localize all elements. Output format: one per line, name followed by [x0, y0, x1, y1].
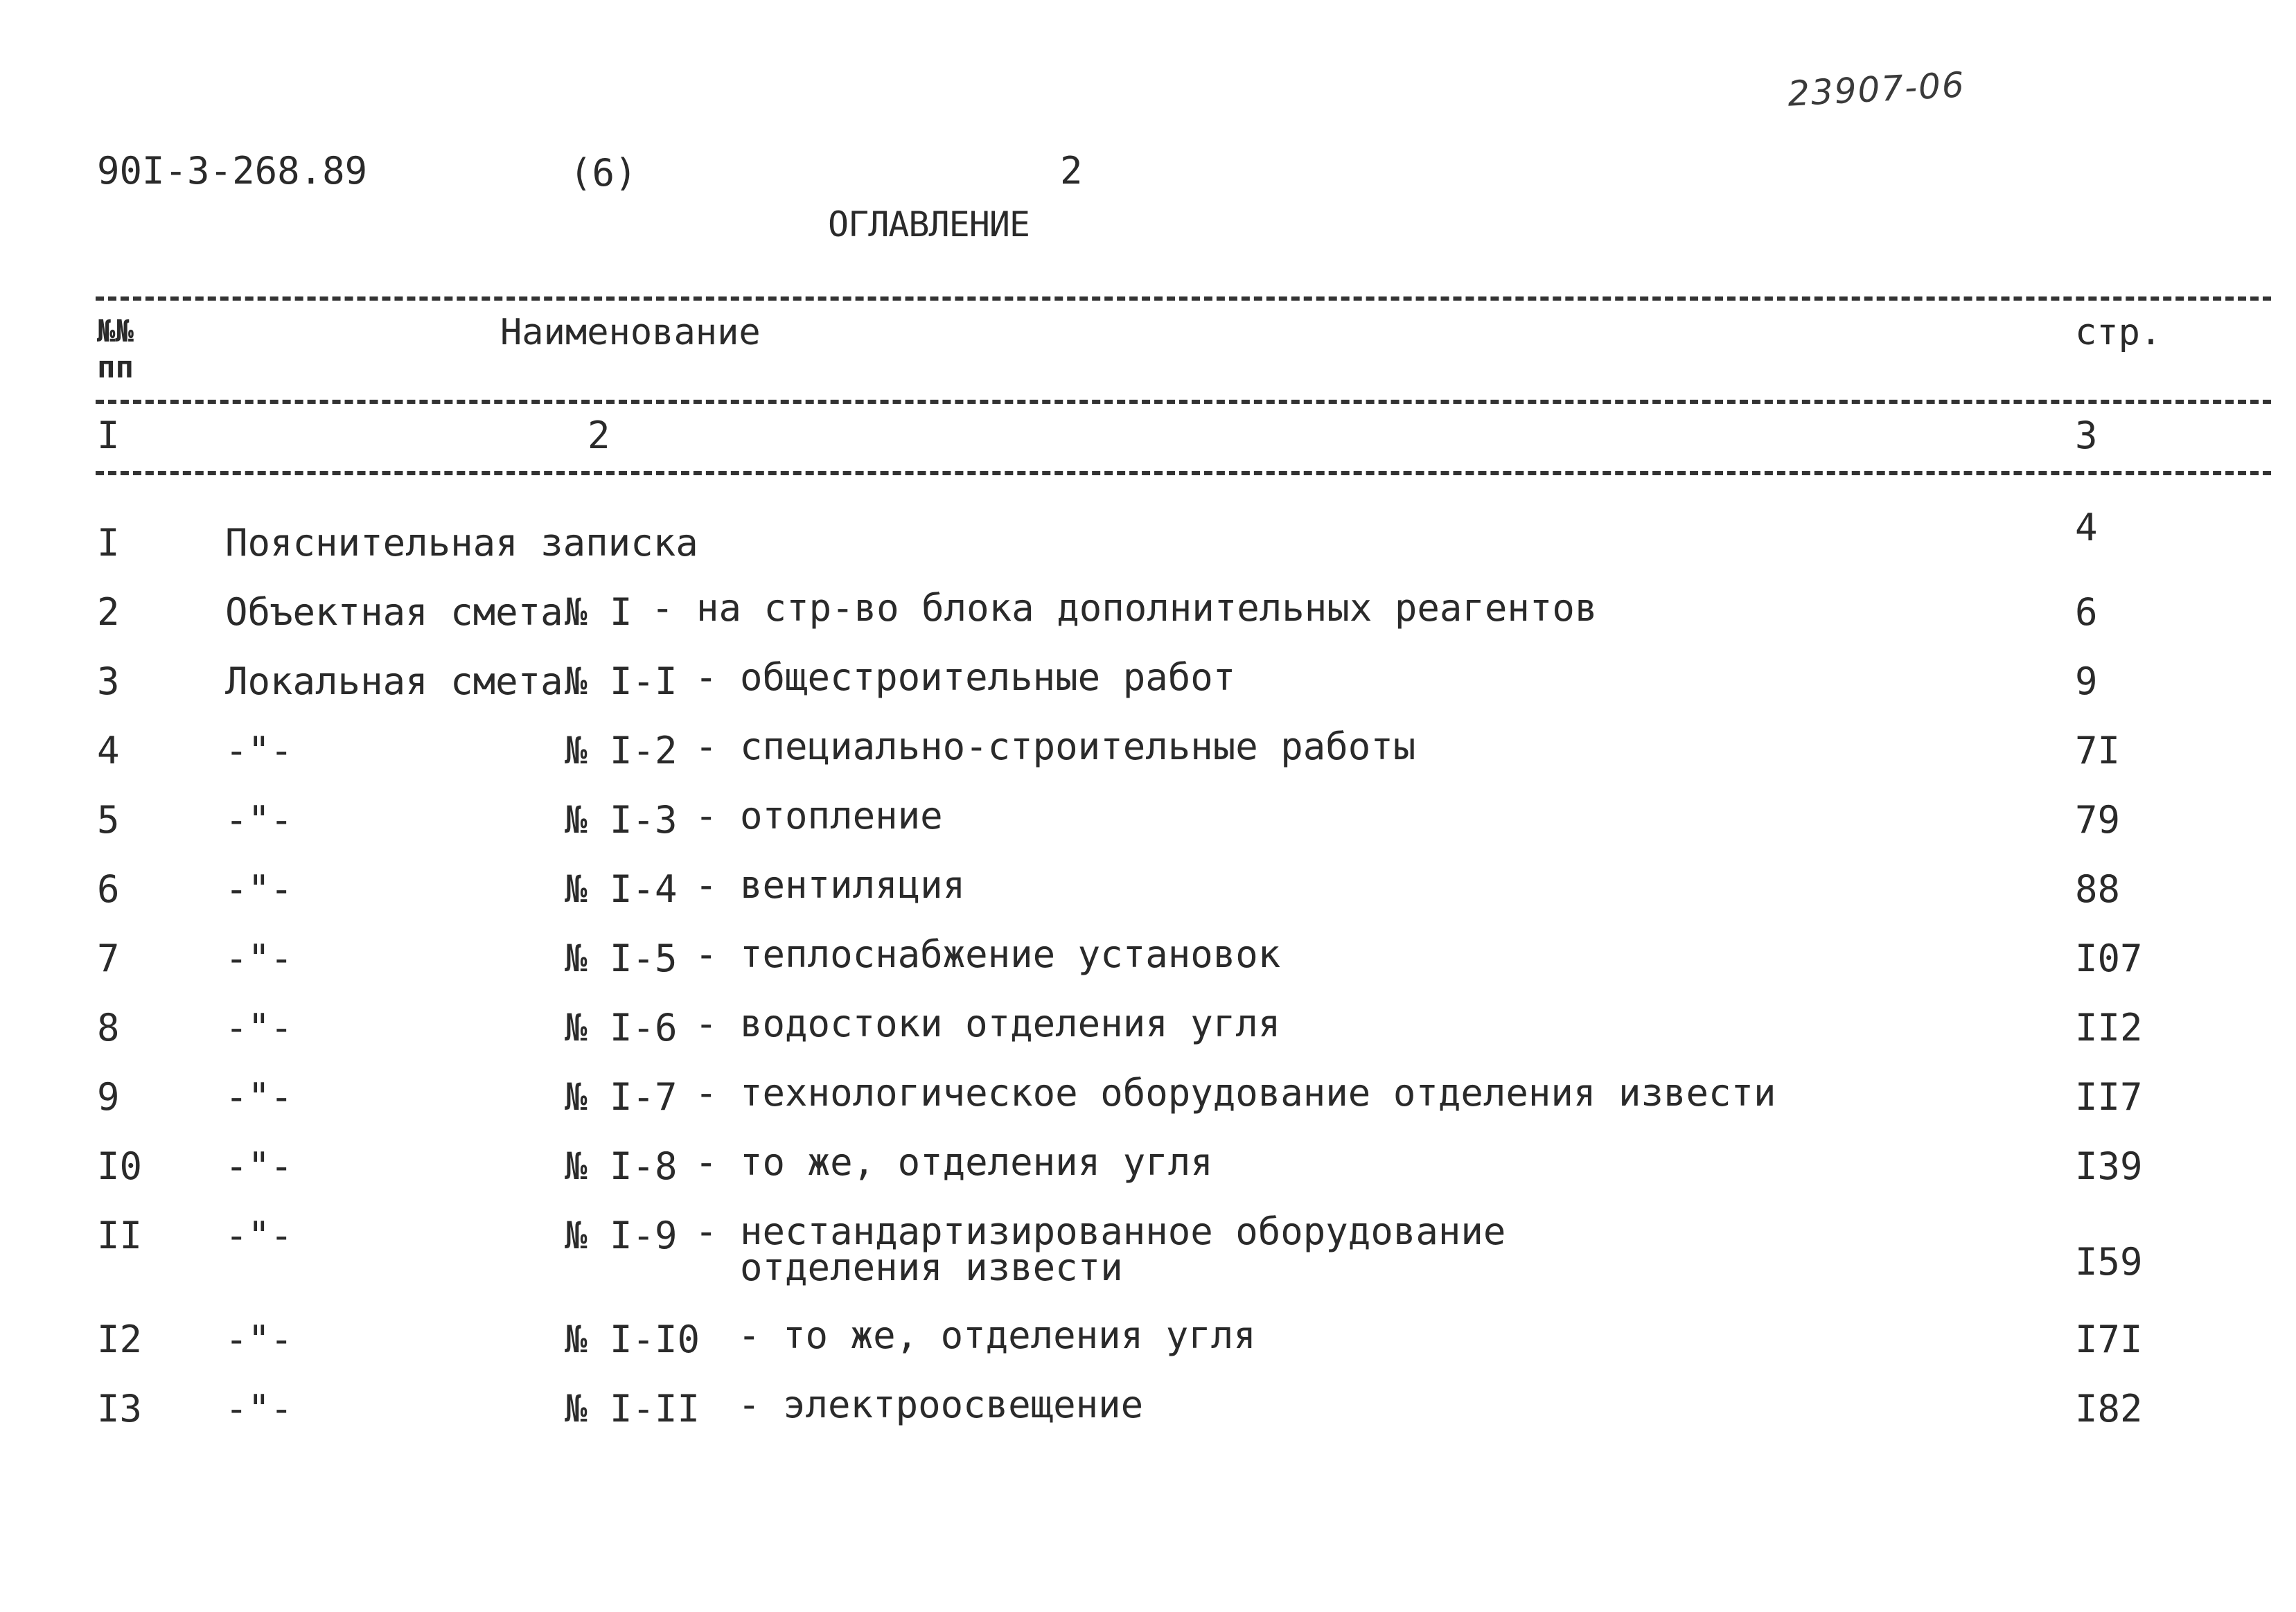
row-page: I07 — [2075, 937, 2143, 980]
row-description: - водостоки отделения угля — [695, 1002, 1281, 1045]
table-row — [0, 725, 2296, 798]
column-header-page: стр. — [2075, 312, 2162, 353]
page-number: 2 — [1060, 149, 1083, 193]
row-page: I59 — [2075, 1240, 2143, 1284]
row-description: - специально-строительные работы — [695, 725, 1416, 768]
row-estimate-code: № I-8 — [565, 1144, 678, 1188]
row-description: - то же, отделения угля — [738, 1313, 1256, 1357]
row-estimate-code: № I-II — [565, 1387, 700, 1431]
table-body-rule — [96, 471, 2271, 475]
row-estimate-code: № I-2 — [565, 729, 678, 772]
row-number: I0 — [97, 1144, 143, 1188]
row-estimate-code: № I-4 — [565, 867, 678, 911]
row-description: - нестандартизированное оборудование отделения извести — [695, 1210, 1506, 1289]
row-kind: -"- — [225, 1144, 293, 1188]
row-number: 7 — [97, 937, 120, 980]
row-number: 8 — [97, 1006, 120, 1049]
table-row — [0, 863, 2296, 937]
table-header-rule — [96, 400, 2271, 404]
row-description: - общестроительные работ — [695, 655, 1236, 699]
row-kind: -"- — [225, 1075, 293, 1119]
row-page: II2 — [2075, 1006, 2143, 1049]
row-estimate-code: № I-5 — [565, 937, 678, 980]
row-description: - вентиляция — [695, 863, 966, 907]
row-estimate-code: № I-I0 — [565, 1318, 700, 1361]
handwritten-archive-number: 23907-06 — [1786, 64, 1967, 114]
row-description: - электроосвещение — [738, 1383, 1144, 1426]
row-page: 4 — [2075, 506, 2098, 549]
row-estimate-code: № I-I — [565, 659, 678, 703]
row-description: - на стр-во блока дополнительных реагентов — [651, 586, 1598, 630]
row-kind: -"- — [225, 1006, 293, 1049]
row-estimate-code: № I-9 — [565, 1214, 678, 1257]
row-description: - отопление — [695, 794, 943, 838]
row-page: 6 — [2075, 590, 2098, 634]
document-title: ОГЛАВЛЕНИЕ — [828, 204, 1030, 245]
row-estimate-code: № I-3 — [565, 798, 678, 842]
table-row — [0, 1002, 2296, 1075]
row-description: - то же, отделения угля — [695, 1140, 1213, 1184]
row-page: II7 — [2075, 1075, 2143, 1119]
row-kind: -"- — [225, 937, 293, 980]
row-kind: -"- — [225, 729, 293, 772]
row-page: 88 — [2075, 867, 2121, 911]
row-page: 7I — [2075, 729, 2121, 772]
row-page: 79 — [2075, 798, 2121, 842]
row-number: I3 — [97, 1387, 143, 1431]
row-number: II — [97, 1214, 143, 1257]
row-estimate-code: № I-6 — [565, 1006, 678, 1049]
row-description: - теплоснабжение установок — [695, 932, 1281, 976]
table-row — [0, 506, 2296, 590]
column-number-2: 2 — [588, 414, 610, 457]
table-row — [0, 794, 2296, 867]
row-kind: Объектная смета — [225, 590, 563, 634]
table-row — [0, 932, 2296, 1006]
row-page: I39 — [2075, 1144, 2143, 1188]
row-number: 6 — [97, 867, 120, 911]
table-row — [0, 1071, 2296, 1144]
document-code: 90I-3-268.89 — [97, 149, 368, 193]
row-number: 3 — [97, 659, 120, 703]
table-row — [0, 1383, 2296, 1456]
row-estimate-code: № I-7 — [565, 1075, 678, 1119]
row-kind: -"- — [225, 798, 293, 842]
row-kind: -"- — [225, 1387, 293, 1431]
row-kind: -"- — [225, 1214, 293, 1257]
table-row — [0, 1210, 2296, 1311]
row-number: I2 — [97, 1318, 143, 1361]
column-header-number — [97, 314, 134, 386]
row-number: 9 — [97, 1075, 120, 1119]
row-kind: -"- — [225, 1318, 293, 1361]
column-number-1: I — [97, 414, 120, 457]
row-estimate-code: № I — [565, 590, 633, 634]
table-row — [0, 586, 2296, 659]
column-header-name: Наименование — [500, 312, 761, 353]
row-page: 9 — [2075, 659, 2098, 703]
row-number: I — [97, 521, 120, 565]
row-number: 5 — [97, 798, 120, 842]
row-number: 2 — [97, 590, 120, 634]
row-page: I7I — [2075, 1318, 2143, 1361]
table-row — [0, 655, 2296, 729]
column-header-number-text: №№ пп — [97, 314, 134, 385]
row-page: I82 — [2075, 1387, 2143, 1431]
row-description: - технологическое оборудование отделения извести — [695, 1071, 1776, 1115]
sheet-format: (6) — [569, 151, 637, 195]
table-row — [0, 1313, 2296, 1387]
table-top-rule — [96, 296, 2271, 301]
row-number: 4 — [97, 729, 120, 772]
row-kind: -"- — [225, 867, 293, 911]
row-kind: Пояснительная записка — [225, 521, 698, 565]
row-kind: Локальная смета — [225, 659, 563, 703]
column-number-3: 3 — [2075, 414, 2098, 457]
table-row — [0, 1140, 2296, 1214]
